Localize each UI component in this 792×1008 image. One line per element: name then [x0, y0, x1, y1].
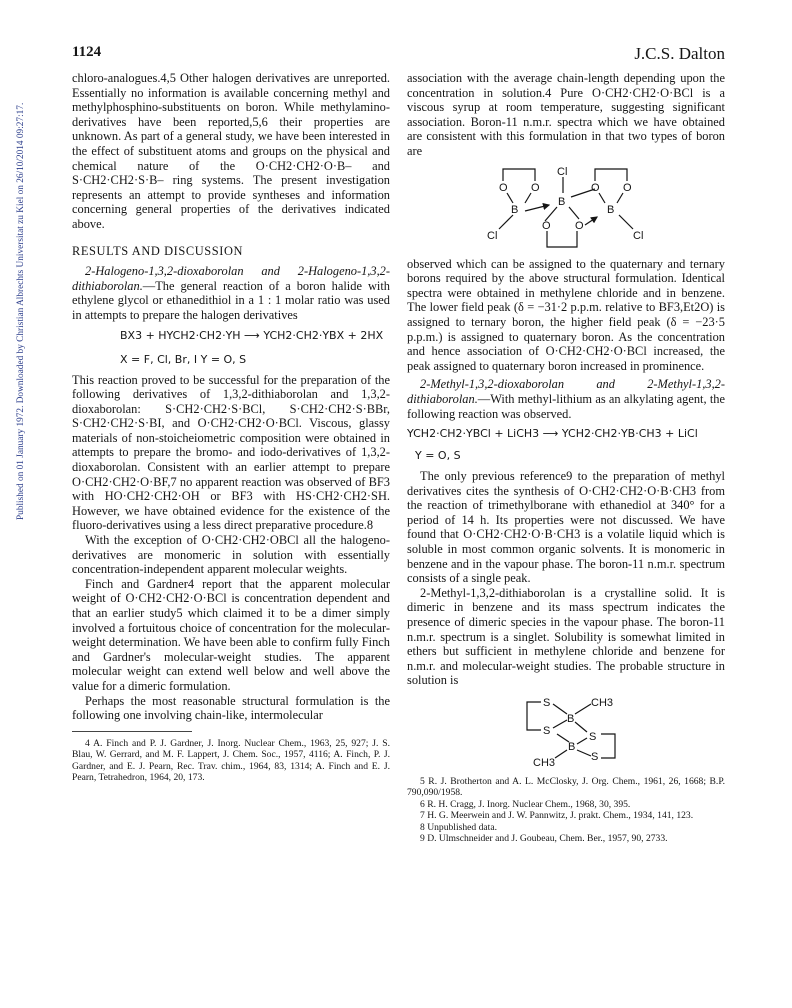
nmr-paragraph: observed which can be assigned to the quaternary and ternary borons required by the above structural formulation. Identical spectra were obtained in methylene chloride and in benzene. The lower field peak (δ = −31·2 p.p.m. relative to BF3,Et2O) is assigned to ternary boron, the higher field peak (δ = −23·5 p.p.m.) is assigned to quaternary boron. As the concentration and hence association of O·CH2·CH2·O·BCl increased, the peak assigned to quaternary boron increased in prominence.	[407, 256, 725, 373]
atom-b: B	[567, 713, 575, 725]
atom-b: B	[511, 203, 519, 216]
monomeric-paragraph: With the exception of O·CH2·CH2·OBCl all the halogeno-derivatives are monomeric in solution with essentially concentration-independent apparent molecular weights.	[72, 533, 390, 577]
previous-reference-paragraph: The only previous reference9 to the preparation of methyl derivatives cites the synthesis of O·CH2·CH2·O·B·CH3 from the reaction of trimethylborane with ethanediol at 340° for a period of 14 h. Its properties were not discussed. We have found that O·CH2·CH2·O·B·CH3 is a volatile liquid which is soluble in most common organic solvents. It is monomeric in benzene and in the vapour phase. The boron-11 n.m.r. spectrum consists of a single peak.	[407, 469, 725, 586]
atom-o: O	[531, 181, 540, 194]
atom-o: O	[623, 181, 632, 194]
equation-conditions: X = F, Cl, Br, I Y = O, S	[120, 352, 247, 366]
footnote-4: 4 A. Finch and P. J. Gardner, J. Inorg. Nuclear Chem., 1963, 25, 927; J. S. Blau, W. Gerrard, and M. F. Lappert, J. Chem. Soc., 1957, 4116; A. Finch, P. J. Gardner, and E. J. Pearn, Rec. Trav. chim., 1964, 83, 1314; A. Finch and E. J. Pearn, Tetrahedron, 1964, 20, 173.	[72, 737, 390, 783]
b-o-bond	[545, 207, 557, 221]
ring-bond	[525, 193, 531, 203]
ring-bond	[547, 231, 577, 247]
ring-bond	[507, 193, 513, 203]
atom-o: O	[591, 181, 600, 194]
halogeno-subheading: 2-Halogeno-1,3,2-dioxaborolan and 2-Halogeno-1,3,2-dithiaborolan.	[72, 264, 390, 293]
footnote-rule	[72, 731, 192, 732]
ring-bond	[601, 734, 615, 758]
halogeno-text: —The general reaction of a boron halide with ethylene glycol or ethanedithiol in a 1 : 1 molar ratio was used in attempts to prepare the halogen derivatives	[72, 278, 390, 322]
b-ch3-bond	[575, 704, 591, 714]
coordination-arrow	[585, 217, 597, 225]
coordination-arrow	[525, 205, 549, 211]
atom-cl: Cl	[487, 229, 498, 242]
association-paragraph: association with the average chain-length depending upon the concentration in solution.4 Pure O·CH2·CH2·O·BCl is a viscous syrup at room temperature, suggesting significant association. Boron-11 n.m.r. spectra which we have obtained are consistent with this formulation in that two types of boron are	[407, 71, 725, 158]
methyl-subheading: 2-Methyl-1,3,2-dioxaborolan and 2-Methyl-1,3,2-dithiaborolan.	[407, 377, 725, 406]
dimer-structure	[407, 692, 725, 772]
b-cl-bond	[499, 215, 513, 229]
atom-b: B	[607, 203, 615, 216]
b-ch3-bond	[555, 750, 567, 758]
finch-gardner-paragraph: Finch and Gardner4 report that the apparent molecular weight of O·CH2·CH2·O·BCl is concentration dependent and that an earlier study5 which claimed it to be a dimer simply involved a fortuitous choice of concentration for the molecular-weight determination. We have been able to confirm fully Finch and Gardner's molecular-weight studies. The apparent molecular weight can extend well below and well above the value for a dimeric formulation.	[72, 576, 390, 693]
download-notice: Published on 01 January 1972. Downloaded by Christian Albrechts Universitat zu Kiel on 26/10/2014 09:27:17.	[16, 102, 26, 520]
ring-bond	[599, 193, 605, 203]
preparation-paragraph: This reaction proved to be successful for the preparation of the following derivatives of 1,3,2-dithiaborolan and 1,3,2-dioxaborolan: S·CH2·CH2·S·BCl, S·CH2·CH2·S·BBr, S·CH2·CH2·S·BI, and O·CH2·CH2·O·BCl. Viscous, glassy materials of non-stoicheiometric composition were obtained in attempts to prepare the bromo- and iodo-derivatives of 1,3,2-dioxaborolan. Consistent with an earlier attempt to prepare O·CH2·CH2·O·BF,7 no apparent reaction was observed of BF3 with HO·CH2·CH2·OH or BF3 with HS·CH2·CH2·SH. However, we have obtained evidence for the existence of the fluoro-derivatives using a less direct preparative procedure.8	[72, 372, 390, 533]
footnote-7: 7 H. G. Meerwein and J. W. Pannwitz, J. prakt. Chem., 1934, 141, 123.	[420, 810, 694, 822]
left-column	[72, 71, 390, 783]
halogeno-paragraph	[72, 264, 390, 322]
ring-bond	[503, 169, 535, 181]
equation-conditions: Y = O, S	[415, 449, 461, 463]
atom-cl: Cl	[557, 165, 568, 178]
chain-association-structure	[407, 163, 725, 253]
atom-o: O	[542, 219, 551, 232]
b-cl-bond	[619, 215, 633, 229]
equation-methylation	[407, 427, 725, 463]
methyl-paragraph	[407, 377, 725, 421]
b-s-bond	[577, 738, 587, 744]
footnote-8: 8 Unpublished data.	[420, 821, 498, 833]
right-column	[407, 71, 725, 844]
equation-line: BX3 + HYCH2·CH2·YH ⟶ YCH2·CH2·YBX + 2HX	[120, 328, 384, 342]
ring-bond	[595, 169, 627, 181]
s-b-bond	[553, 704, 567, 714]
page-number: 1124	[72, 44, 102, 60]
equation-halide-reaction	[72, 329, 390, 367]
equation-line: YCH2·CH2·YBCl + LiCH3 ⟶ YCH2·CH2·YB·CH3 + LiCl	[407, 427, 698, 441]
ring-bond	[617, 193, 623, 203]
s-b-bond	[553, 720, 567, 728]
footnote-9: 9 D. Ulmschneider and J. Goubeau, Chem. Ber., 1957, 90, 2733.	[420, 833, 668, 845]
atom-s: S	[543, 725, 551, 737]
section-heading: RESULTS AND DISCUSSION	[72, 243, 244, 258]
b-o-bond	[569, 207, 579, 219]
structural-paragraph: Perhaps the most reasonable structural formulation is the following one involving chain-like, intermolecular	[72, 693, 390, 723]
ring-bond	[527, 702, 541, 730]
b-s-bond	[575, 722, 587, 732]
footnote-6: 6 R. H. Cragg, J. Inorg. Nuclear Chem., 1968, 30, 395.	[420, 798, 631, 810]
methyl-group: CH3	[533, 757, 556, 769]
atom-s: S	[591, 751, 599, 763]
methyl-group: CH3	[591, 697, 614, 709]
atom-o: O	[575, 219, 584, 232]
journal-title: J.C.S. Dalton	[634, 44, 725, 63]
page-header	[72, 44, 725, 68]
intro-paragraph: chloro-analogues.4,5 Other halogen derivatives are unreported. Essentially no information is available concerning methyl and methylphosphino-substituents on boron. While methylamino-derivatives have been reported,5,6 their properties are unknown. As part of a general study, we have been interested in the effect of substituent atoms and groups on the physical and chemical nature of the O·CH2·CH2·O·B– and S·CH2·CH2·S·B– ring systems. The present investigation represents an attempt to provide syntheses and information concerning general properties of the derivatives indicated above.	[72, 71, 390, 231]
b-s-bond	[577, 750, 591, 756]
atom-b: B	[568, 741, 576, 753]
atom-s: S	[589, 731, 597, 743]
atom-b: B	[558, 195, 566, 208]
atom-s: S	[543, 697, 551, 709]
dithiaborolan-paragraph: 2-Methyl-1,3,2-dithiaborolan is a crystalline solid. It is dimeric in benzene and its mass spectrum indicates the presence of dimeric species in the vapour phase. The boron-11 n.m.r. spectrum is a singlet. Solubility is somewhat limited in ethers but sufficient in methylene chloride and benzene for n.m.r. and molecular-weight studies. The probable structure in solution is	[407, 585, 725, 688]
atom-o: O	[499, 181, 508, 194]
methyl-text: —With methyl-lithium as an alkylating agent, the following reaction was observed.	[407, 391, 725, 421]
atom-cl: Cl	[633, 229, 644, 242]
footnote-5: 5 R. J. Brotherton and A. L. McClosky, J. Org. Chem., 1961, 26, 1668; B.P. 790,090/1958.	[407, 776, 725, 799]
